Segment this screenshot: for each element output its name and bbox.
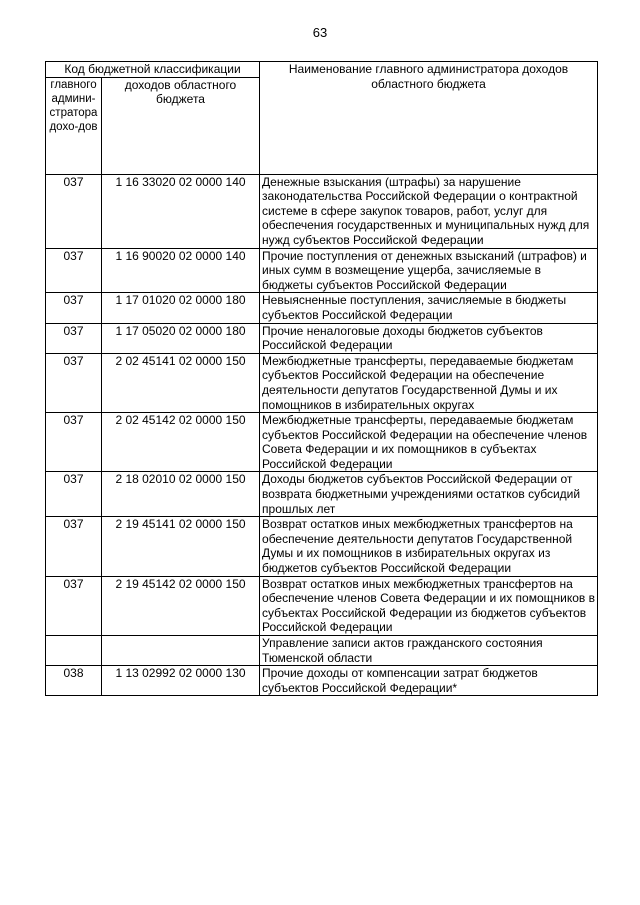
revenue-code-cell: 2 02 45142 02 0000 150: [102, 413, 260, 472]
admin-code-cell: 037: [46, 472, 102, 517]
revenue-code-cell: 1 17 05020 02 0000 180: [102, 323, 260, 353]
table-row: [46, 248, 598, 293]
table-row: [46, 666, 598, 696]
header-main-administrator: главного админи-стратора дохо-дов: [46, 77, 102, 174]
table-row: [46, 353, 598, 412]
revenue-name-cell: Управление записи актов гражданского состояния Тюменской области: [260, 636, 598, 666]
revenue-name-cell: Денежные взыскания (штрафы) за нарушение законодательства Российской Федерации о контрактной системе в сфере закупок товаров, работ, услуг для обеспечения государственных и муниципальных нужд для нужд субъектов Российской Федерации: [260, 174, 598, 248]
admin-code-cell: 037: [46, 248, 102, 293]
revenue-name-cell: Межбюджетные трансферты, передаваемые бюджетам субъектов Российской Федерации на обеспечение деятельности депутатов Государственной Думы и их помощников в избирательных округах: [260, 353, 598, 412]
table-row: [46, 413, 598, 472]
table-row: [46, 636, 598, 666]
admin-code-cell: 037: [46, 353, 102, 412]
revenue-name-cell: Возврат остатков иных межбюджетных трансфертов на обеспечение членов Совета Федерации и их помощников в субъектах Российской Федерации из бюджетов субъектов Российской Федерации: [260, 576, 598, 635]
revenue-name-cell: Межбюджетные трансферты, передаваемые бюджетам субъектов Российской Федерации на обеспечение членов Совета Федерации и их помощников в субъектах Российской Федерации: [260, 413, 598, 472]
revenue-name-cell: Доходы бюджетов субъектов Российской Федерации от возврата бюджетными учреждениями остатков субсидий прошлых лет: [260, 472, 598, 517]
revenue-code-cell: 2 19 45142 02 0000 150: [102, 576, 260, 635]
table-row: [46, 174, 598, 248]
revenue-code-cell: 2 19 45141 02 0000 150: [102, 517, 260, 576]
revenue-name-cell: Возврат остатков иных межбюджетных трансфертов на обеспечение деятельности депутатов Государственной Думы и их помощников в избирательных округах из бюджетов субъектов Российской Федерации: [260, 517, 598, 576]
revenue-code-cell: 2 02 45141 02 0000 150: [102, 353, 260, 412]
page-number: 63: [312, 25, 328, 40]
admin-code-cell: [46, 636, 102, 666]
revenue-code-cell: 1 17 01020 02 0000 180: [102, 293, 260, 323]
admin-code-cell: 037: [46, 174, 102, 248]
revenue-code-cell: 1 16 33020 02 0000 140: [102, 174, 260, 248]
table-row: [46, 576, 598, 635]
header-budget-code-group: Код бюджетной классификации: [46, 62, 260, 78]
revenue-name-cell: Прочие неналоговые доходы бюджетов субъектов Российской Федерации: [260, 323, 598, 353]
admin-code-cell: 038: [46, 666, 102, 696]
admin-code-cell: 037: [46, 517, 102, 576]
table-row: [46, 323, 598, 353]
revenue-code-cell: 1 13 02992 02 0000 130: [102, 666, 260, 696]
revenue-name-cell: Прочие доходы от компенсации затрат бюджетов субъектов Российской Федерации*: [260, 666, 598, 696]
revenue-code-cell: 2 18 02010 02 0000 150: [102, 472, 260, 517]
table-row: [46, 517, 598, 576]
budget-classification-table: [45, 61, 598, 696]
admin-code-cell: 037: [46, 323, 102, 353]
table-row: [46, 472, 598, 517]
admin-code-cell: 037: [46, 293, 102, 323]
revenue-name-cell: Невыясненные поступления, зачисляемые в бюджеты субъектов Российской Федерации: [260, 293, 598, 323]
revenue-code-cell: 1 16 90020 02 0000 140: [102, 248, 260, 293]
header-administrator-name: Наименование главного администратора доходов областного бюджета: [260, 62, 598, 175]
header-regional-revenue: доходов областного бюджета: [102, 77, 260, 174]
admin-code-cell: 037: [46, 576, 102, 635]
revenue-name-cell: Прочие поступления от денежных взысканий (штрафов) и иных сумм в возмещение ущерба, зачисляемые в бюджеты субъектов Российской Федерации: [260, 248, 598, 293]
revenue-code-cell: [102, 636, 260, 666]
admin-code-cell: 037: [46, 413, 102, 472]
table-row: [46, 293, 598, 323]
